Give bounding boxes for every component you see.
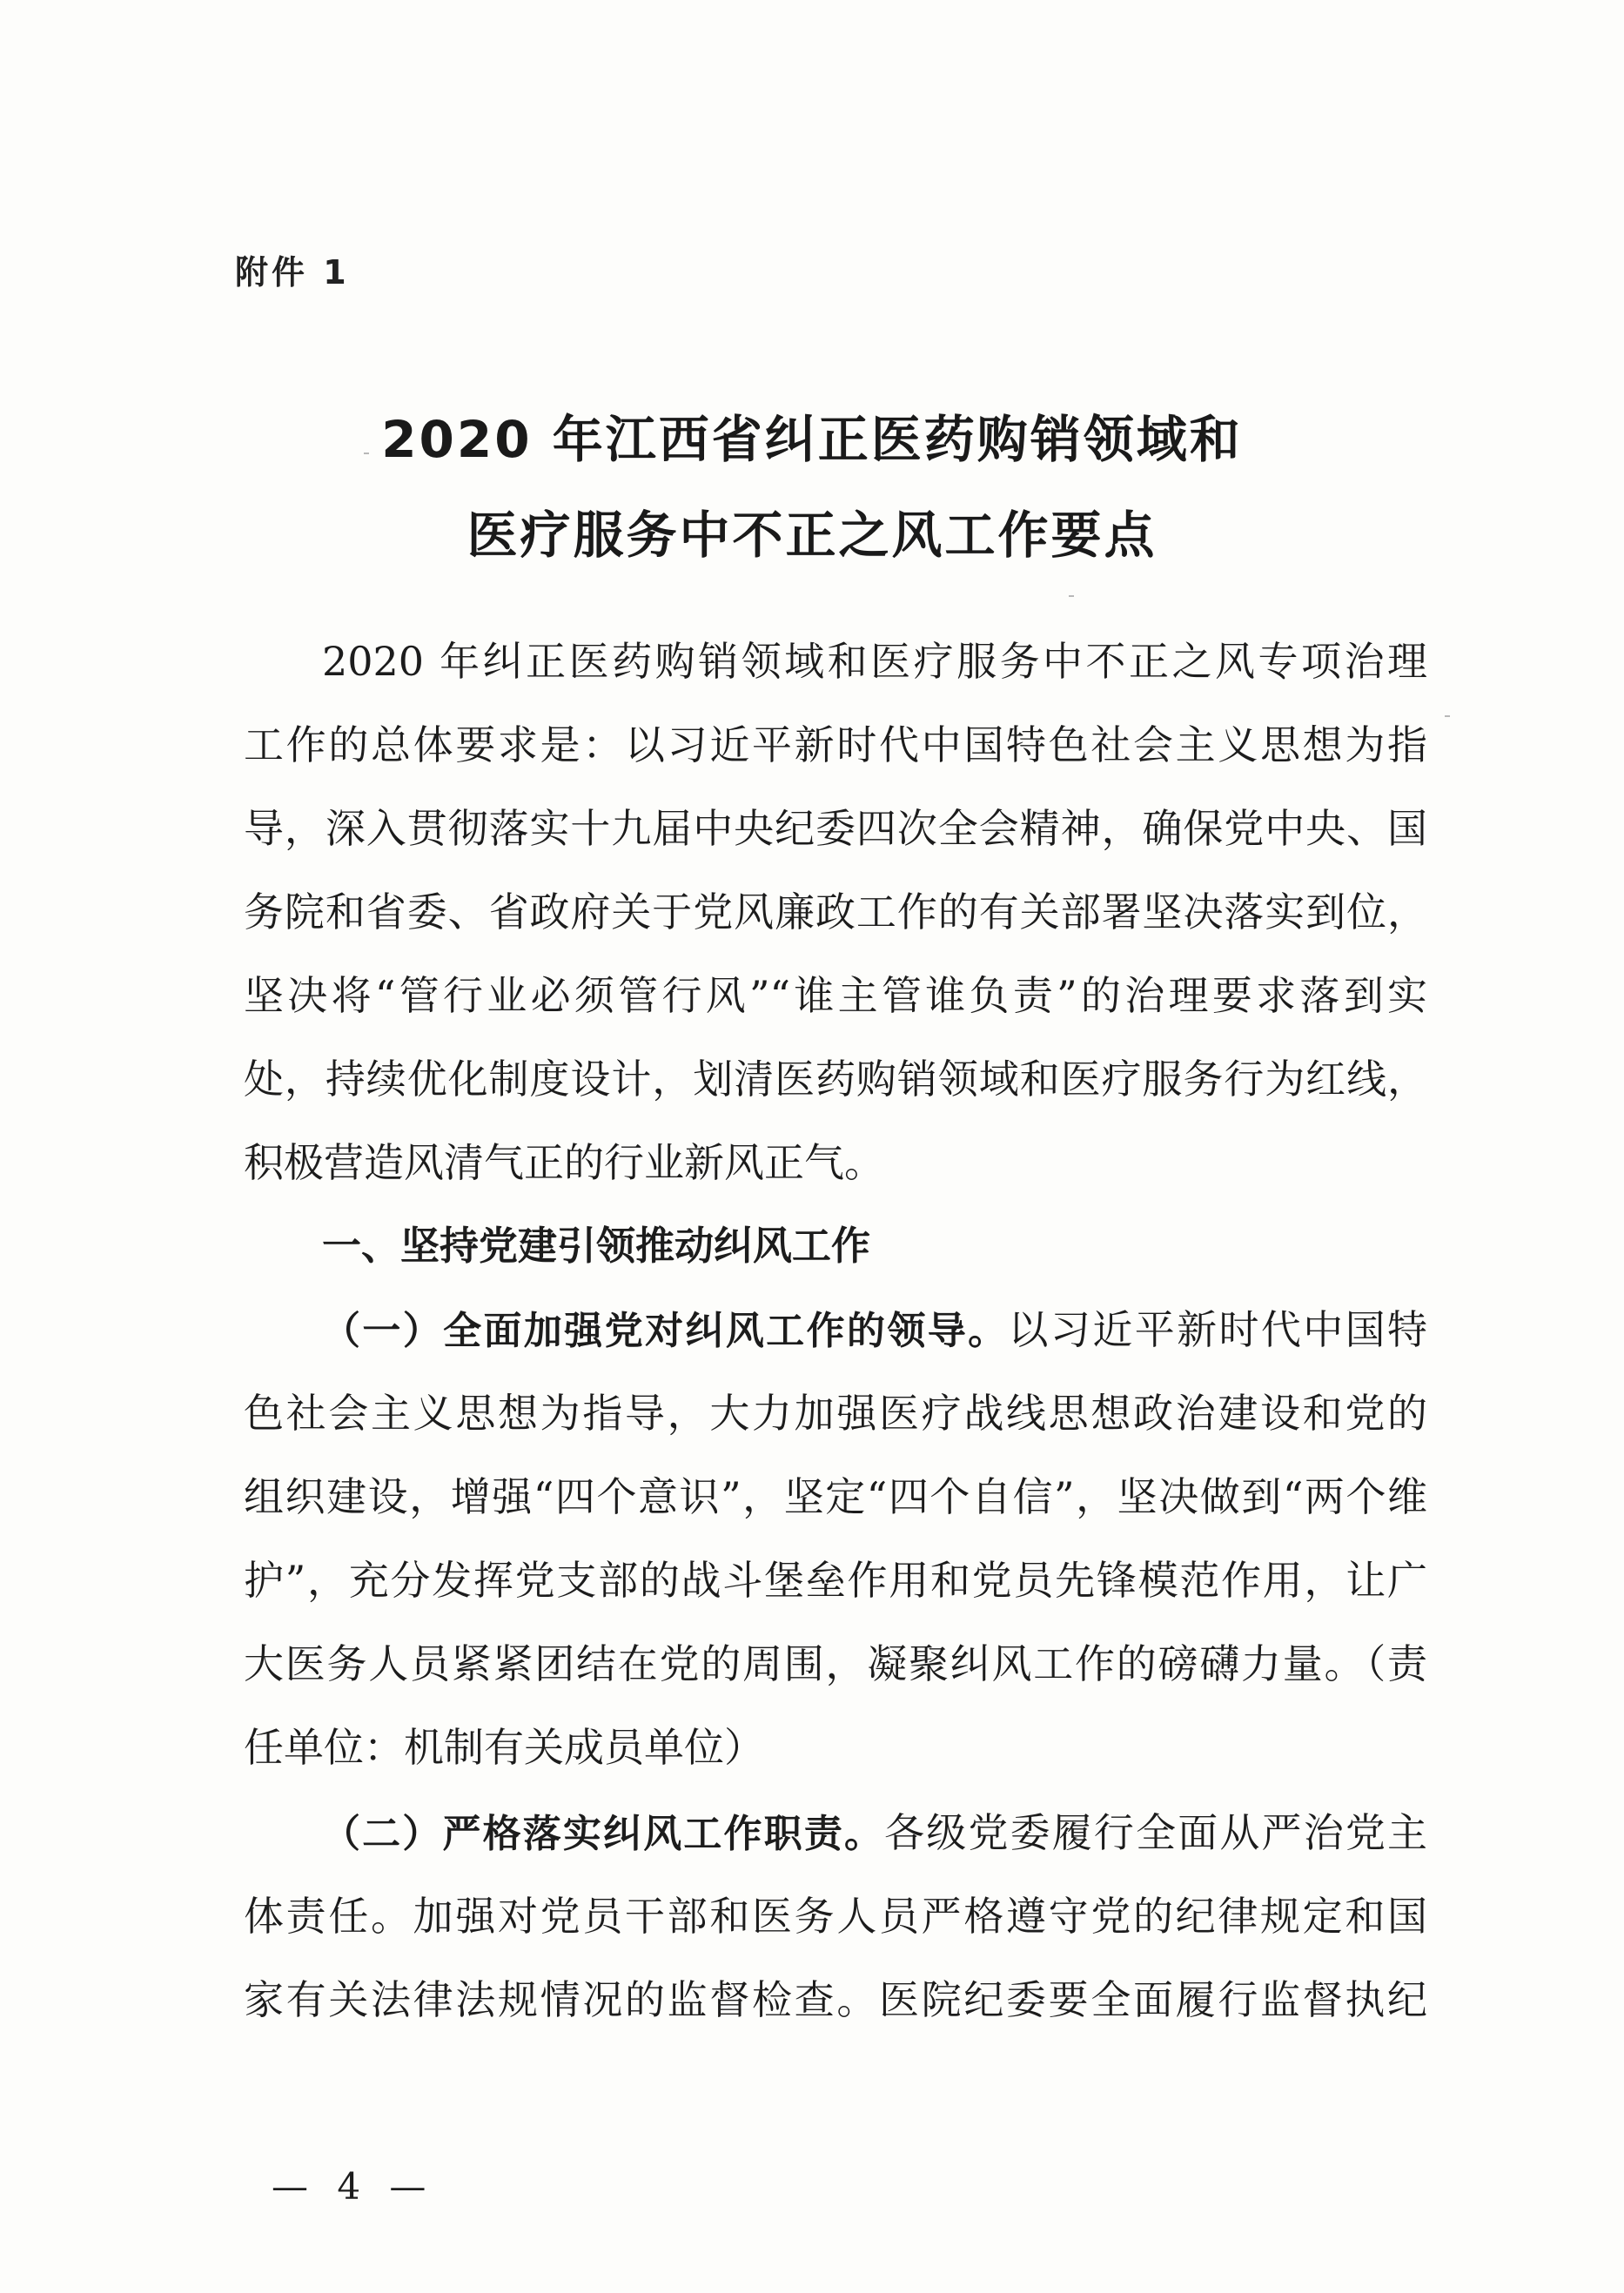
item-2-line: 体责任。加强对党员干部和医务人员严格遵守党的纪律规定和国 (244, 1893, 1427, 1940)
item-1-line: 色社会主义思想为指导，大力加强医疗战线思想政治建设和党的 (244, 1390, 1427, 1437)
section-heading: 一、坚持党建引领推动纠风工作 (322, 1223, 871, 1269)
item-2-first-line-text: 各级党委履行全面从严治党主 (884, 1809, 1428, 1856)
intro-line: 导，深入贯彻落实十九届中央纪委四次全会精神，确保党中央、国 (244, 805, 1427, 852)
scan-speck (1069, 595, 1074, 597)
item-1-line: 任单位：机制有关成员单位） (244, 1724, 764, 1771)
item-1-heading: （一）全面加强党对纠风工作的领导。 (322, 1309, 1009, 1353)
item-1-line: 大医务人员紧紧团结在党的周围，凝聚纠风工作的磅礴力量。（责 (244, 1640, 1427, 1687)
item-1-line: 组织建设，增强“四个意识”，坚定“四个自信”，坚决做到“两个维 (244, 1473, 1427, 1520)
item-2-line: 家有关法律法规情况的监督检查。医院纪委要全面履行监督执纪 (244, 1976, 1427, 2023)
intro-line: 坚决将“管行业必须管行风”“谁主管谁负责”的治理要求落到实 (244, 972, 1427, 1019)
page-number: — 4 — (272, 2165, 435, 2208)
intro-line: 工作的总体要求是：以习近平新时代中国特色社会主义思想为指 (244, 721, 1427, 768)
scan-speck (364, 453, 369, 454)
item-1-first-line-text: 以习近平新时代中国特 (1008, 1306, 1428, 1353)
item-2-first-line (322, 1807, 1427, 1859)
scan-speck (1445, 715, 1450, 717)
item-2-heading: （二）严格落实纠风工作职责。 (322, 1812, 885, 1856)
item-1-first-line (322, 1304, 1427, 1356)
document-title-line-1: 2020 年江西省纠正医药购销领域和 (381, 410, 1243, 469)
item-1-line: 护”，充分发挥党支部的战斗堡垒作用和党员先锋模范作用，让广 (244, 1557, 1427, 1604)
intro-line: 积极营造风清气正的行业新风正气。 (244, 1139, 884, 1186)
document-title-line-2: 医疗服务中不正之风工作要点 (466, 506, 1158, 565)
intro-line: 处，持续优化制度设计，划清医药购销领域和医疗服务行为红线， (244, 1056, 1427, 1103)
intro-line: 2020 年纠正医药购销领域和医疗服务中不正之风专项治理 (322, 638, 1427, 685)
attachment-label: 附件 1 (235, 253, 350, 292)
intro-line: 务院和省委、省政府关于党风廉政工作的有关部署坚决落实到位， (244, 888, 1427, 935)
